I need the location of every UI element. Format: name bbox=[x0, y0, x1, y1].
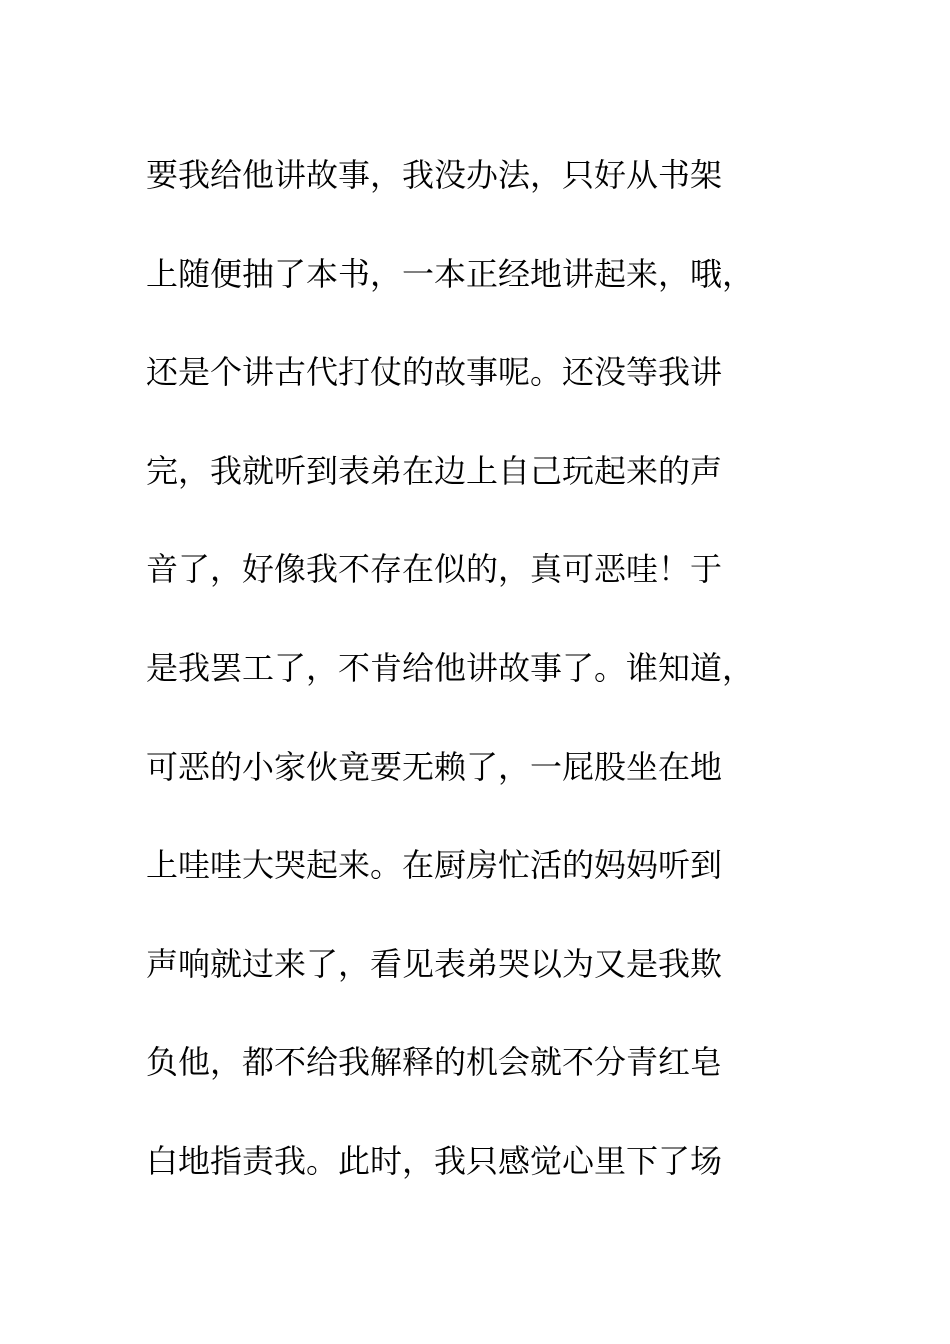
text-line: 要我给他讲故事，我没办法，只好从书架 bbox=[146, 156, 723, 194]
text-line: 完，我就听到表弟在边上自己玩起来的声 bbox=[146, 451, 723, 490]
text-line: 声响就过来了，看见表弟哭以为又是我欺 bbox=[146, 944, 723, 983]
text-line: 白地指责我。此时，我只感觉心里下了场 bbox=[146, 1141, 723, 1180]
text-line: 上哇哇大哭起来。在厨房忙活的妈妈听到 bbox=[146, 846, 723, 885]
text-line: 音了，好像我不存在似的，真可恶哇！于 bbox=[146, 550, 723, 589]
document-body bbox=[146, 126, 846, 1211]
text-line: 上随便抽了本书，一本正经地讲起来，哦， bbox=[146, 254, 755, 293]
text-line: 还是个讲古代打仗的故事呢。还没等我讲 bbox=[146, 353, 723, 392]
text-line: 负他，都不给我解释的机会就不分青红皂 bbox=[146, 1043, 723, 1082]
text-line: 可恶的小家伙竟要无赖了，一屁股坐在地 bbox=[146, 747, 723, 786]
text-line: 是我罢工了，不肯给他讲故事了。谁知道， bbox=[146, 648, 755, 687]
